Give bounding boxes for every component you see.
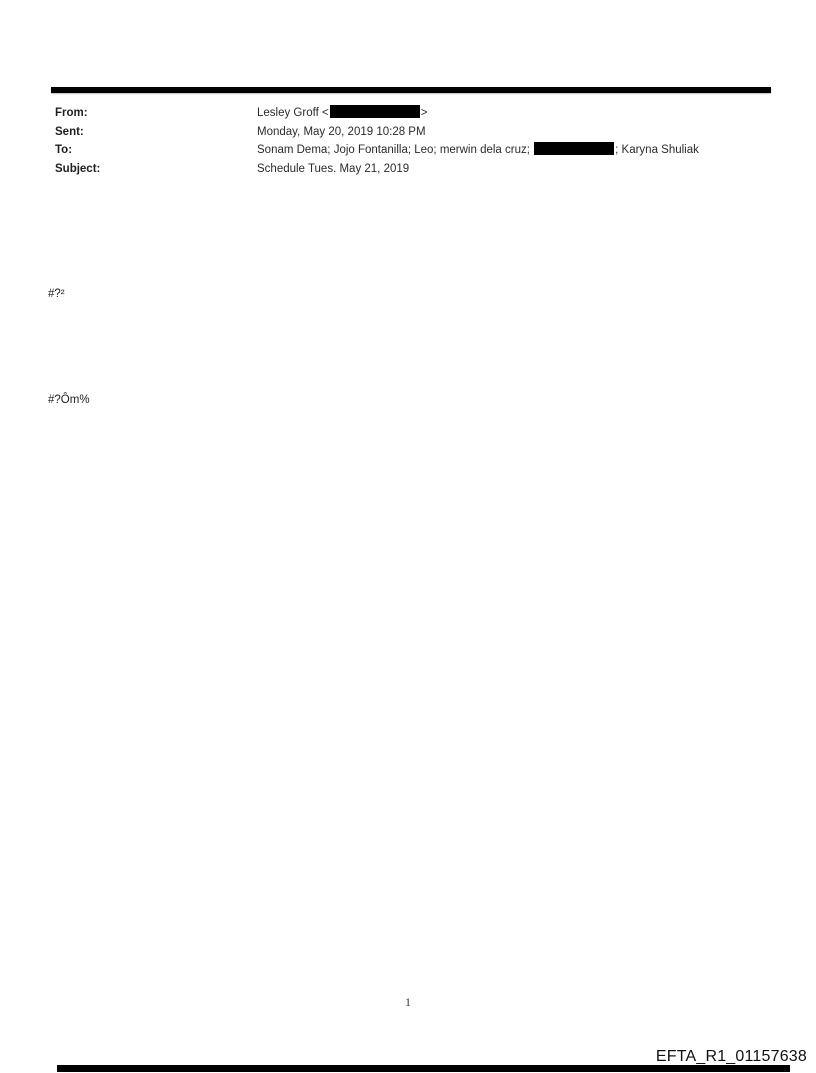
sent-label: Sent: (55, 125, 84, 138)
to-value-prefix: Sonam Dema; Jojo Fontanilla; Leo; merwin dela cruz; (257, 144, 534, 157)
top-horizontal-rule (51, 87, 771, 93)
to-label: To: (55, 144, 73, 157)
header-field-from (55, 104, 765, 123)
to-value (257, 141, 765, 160)
sent-value: Monday, May 20, 2019 10:28 PM (257, 125, 426, 138)
redaction-box-to (534, 142, 614, 155)
email-header-block (55, 104, 765, 178)
subject-label: Subject: (55, 162, 101, 175)
from-value-prefix: Lesley Groff < (257, 107, 329, 119)
bates-number: EFTA_R1_01157638 (655, 1048, 807, 1065)
from-label: From: (55, 107, 88, 119)
body-garbled-text-2: #?Ôm% (48, 394, 90, 406)
subject-value: Schedule Tues. May 21, 2019 (257, 162, 410, 175)
header-field-sent (55, 123, 765, 142)
from-value-suffix: > (420, 107, 428, 119)
to-value-suffix: ; Karyna Shuliak (615, 144, 699, 157)
redaction-box-from (330, 105, 420, 118)
body-garbled-text-1: #?² (48, 288, 65, 300)
header-field-subject (55, 160, 765, 179)
bottom-horizontal-rule (57, 1065, 790, 1072)
page-number: 1 (405, 995, 411, 1009)
from-value (257, 104, 765, 123)
header-field-to (55, 141, 765, 160)
